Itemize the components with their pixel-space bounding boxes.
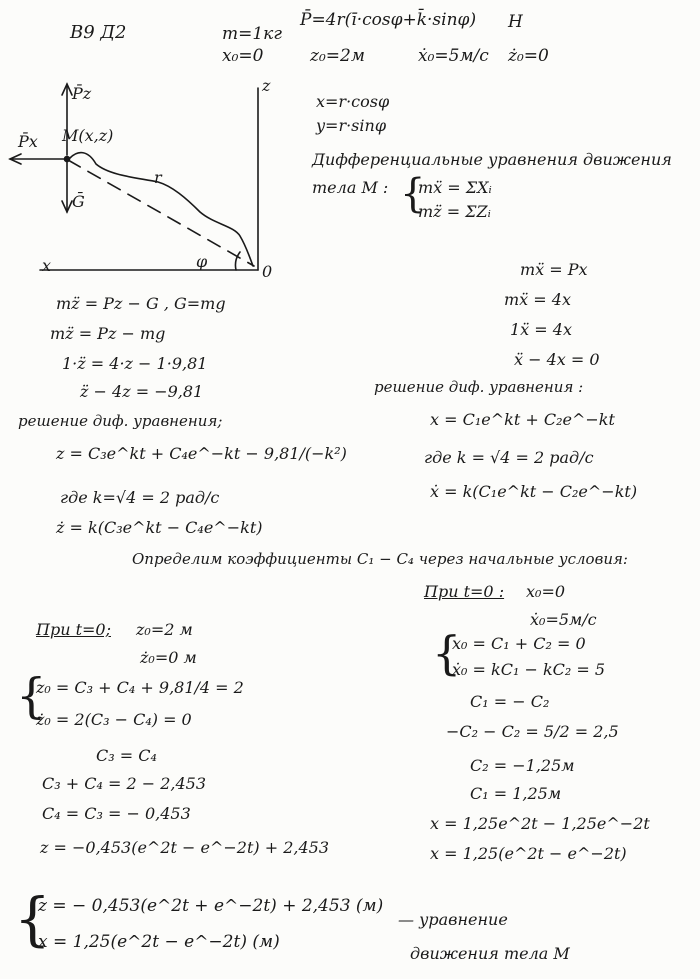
- x-general-solution: x = C₁e^kt + C₂e^−kt: [430, 410, 615, 429]
- diff-eq-title: Дифференциальные уравнения движения: [312, 150, 672, 169]
- phi-arc: [235, 252, 240, 270]
- x-result-4: C₁ = 1,25м: [470, 784, 562, 803]
- z-result-2: C₃ + C₄ = 2 − 2,453: [42, 774, 207, 793]
- g-label: Ḡ: [72, 192, 85, 211]
- relation-x: x=r·cosφ: [316, 92, 390, 111]
- origin-label: 0: [262, 262, 273, 281]
- x-derivative: ẋ = k(C₁e^kt − C₂e^−kt): [430, 482, 638, 501]
- diff-eq-x: mẍ = ΣXᵢ: [418, 178, 492, 197]
- x-eq-1: mẍ = Px: [520, 260, 588, 279]
- x0-value: x₀=0: [222, 46, 264, 66]
- x-init-heading: При t=0 :: [424, 582, 505, 601]
- z-axis-label: z: [262, 76, 271, 95]
- z-init-z0: z₀=2 м: [136, 620, 193, 639]
- phi-label: φ: [196, 252, 208, 271]
- final-brace: {: [14, 885, 51, 953]
- z-system-eq-2: ż₀ = 2(C₃ − C₄) = 0: [36, 710, 192, 729]
- coefficients-title: Определим коэффициенты C₁ − C₄ через начальные условия:: [132, 550, 628, 568]
- z-eq-3: 1·z̈ = 4·z − 1·9,81: [62, 354, 208, 373]
- diff-eq-z: mz̈ = ΣZᵢ: [418, 202, 491, 221]
- z-result-1: C₃ = C₄: [96, 746, 157, 765]
- z-init-zdot0: ż₀=0 м: [140, 648, 197, 667]
- z-eq-4: z̈ − 4z = −9,81: [80, 382, 204, 401]
- x-k-value: где k = √4 = 2 рад/с: [424, 448, 594, 467]
- z-system-eq-1: z₀ = C₃ + C₄ + 9,81/4 = 2: [36, 678, 244, 697]
- zdot0-value: ż₀=0: [508, 46, 549, 66]
- final-z-equation: z = − 0,453(e^2t + e^−2t) + 2,453 (м): [38, 896, 384, 916]
- x-init-x0: x₀=0: [526, 582, 566, 601]
- force-unit: H: [508, 12, 523, 32]
- xdot0-value: ẋ₀=5м/с: [418, 46, 489, 66]
- final-label-1: — уравнение: [398, 910, 508, 929]
- final-label-2: движения тела M: [410, 944, 570, 963]
- variant-label: В9 Д2: [70, 22, 127, 43]
- z-eq-2: mz̈ = Pz − mg: [50, 324, 166, 343]
- x-system-brace: {: [432, 626, 462, 680]
- relation-y: y=r·sinφ: [316, 116, 387, 135]
- x-axis-label: x: [42, 256, 52, 275]
- x-eq-2: mẍ = 4x: [504, 290, 571, 309]
- x-eq-3: 1ẍ = 4x: [510, 320, 572, 339]
- px-label: P̄x: [18, 132, 38, 151]
- x-eq-4: ẍ − 4x = 0: [514, 350, 600, 369]
- z-result-3: C₄ = C₃ = − 0,453: [42, 804, 191, 823]
- point-m-label: M(x,z): [62, 126, 114, 145]
- z0-value: z₀=2м: [310, 46, 365, 66]
- x-solution-title: решение диф. уравнения :: [374, 378, 584, 396]
- x-system-eq-2: ẋ₀ = kC₁ − kC₂ = 5: [452, 660, 606, 679]
- z-eq-1: mz̈ = Pz − G , G=mg: [56, 294, 226, 313]
- diff-eq-brace: {: [400, 171, 426, 217]
- x-init-xdot0: ẋ₀=5м/с: [530, 610, 597, 629]
- z-k-value: где k=√4 = 2 рад/с: [60, 488, 220, 507]
- final-x-equation: x = 1,25(e^2t − e^−2t) (м): [38, 932, 280, 952]
- x-system-eq-1: x₀ = C₁ + C₂ = 0: [452, 634, 586, 653]
- mass-value: m=1кг: [222, 24, 282, 44]
- x-result-2: −C₂ − C₂ = 5/2 = 2,5: [446, 722, 619, 741]
- x-result-1: C₁ = − C₂: [470, 692, 550, 711]
- z-general-solution: z = C₃e^kt + C₄e^−kt − 9,81/(−k²): [56, 444, 347, 463]
- point-m: [65, 157, 70, 162]
- z-derivative: ż = k(C₃e^kt − C₄e^−kt): [56, 518, 263, 537]
- pz-label: P̄z: [72, 84, 92, 103]
- x-result-6: x = 1,25(e^2t − e^−2t): [430, 844, 627, 863]
- z-init-heading: При t=0;: [36, 620, 111, 639]
- x-result-3: C₂ = −1,25м: [470, 756, 575, 775]
- z-solution-title: решение диф. уравнения;: [18, 412, 223, 430]
- z-result-4: z = −0,453(e^2t − e^−2t) + 2,453: [40, 838, 330, 857]
- radius-label: r: [154, 168, 162, 187]
- diff-eq-body: тела M :: [312, 178, 389, 197]
- z-system-brace: {: [16, 668, 47, 724]
- force-formula: P̄=4r(ī·cosφ+k̄·sinφ): [300, 10, 477, 30]
- x-result-5: x = 1,25e^2t − 1,25e^−2t: [430, 814, 650, 833]
